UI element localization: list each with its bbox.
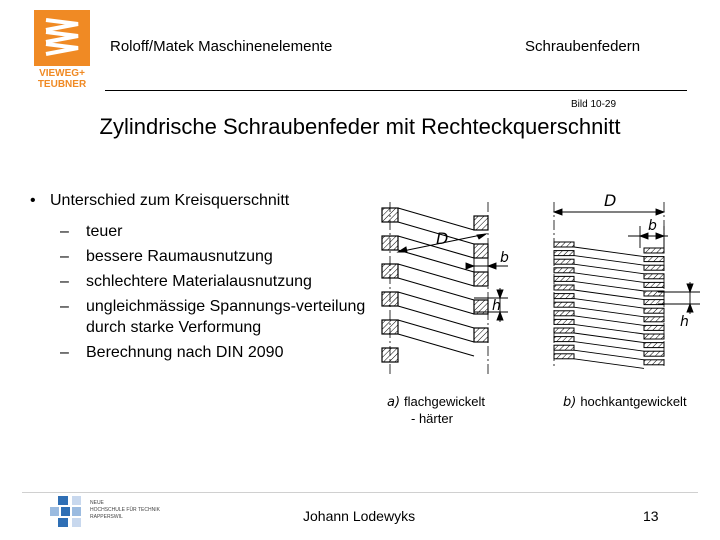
- caption-a-text: flachgewickelt: [404, 394, 485, 409]
- figure-number: Bild 10-29: [571, 99, 617, 110]
- bullet-text: Unterschied zum Kreisquerschnitt: [50, 192, 290, 209]
- slide-title: Zylindrische Schraubenfeder mit Rechteckquerschnitt: [99, 114, 621, 139]
- coil-section-right: [644, 325, 664, 330]
- coil-section-right: [644, 274, 664, 279]
- label-b-edge: b: [648, 218, 657, 234]
- coil-section-left: [382, 236, 398, 250]
- label-b-flat: b: [500, 250, 509, 266]
- coil-section-left: [554, 251, 574, 256]
- hsr-line1: NEUE: [90, 500, 104, 506]
- coil-section-right: [474, 244, 488, 258]
- coil-section-left: [554, 328, 574, 333]
- coil-line: [574, 350, 644, 360]
- coil-section-right: [644, 265, 664, 270]
- caption-a-label: a): [387, 395, 401, 410]
- coil-section-left: [554, 302, 574, 307]
- coil-line: [574, 281, 644, 291]
- list-item: – bessere Raumausnutzung: [60, 248, 273, 265]
- coil-line: [574, 359, 644, 369]
- label-h-edge: h: [680, 314, 689, 330]
- list-item: – schlechtere Materialausnutzung: [60, 273, 312, 290]
- coil-section-left: [554, 268, 574, 273]
- coil-section-left: [554, 337, 574, 342]
- coil-section-right: [644, 257, 664, 262]
- caption-b: [563, 394, 687, 410]
- coil-line: [574, 256, 644, 266]
- coil-section-right: [644, 334, 664, 339]
- coil-line: [574, 316, 644, 326]
- coil-section-right: [474, 272, 488, 286]
- hsr-line3: RAPPERSWIL: [90, 514, 123, 520]
- bullet-dot: •: [30, 192, 36, 209]
- coil-section-left: [554, 319, 574, 324]
- coil-line: [574, 247, 644, 257]
- list-item: – teuer: [60, 223, 123, 240]
- logo-text-line2: TEUBNER: [37, 79, 87, 90]
- label-d-flat: D: [436, 229, 449, 248]
- label-h-flat: h: [492, 298, 501, 314]
- coil-section-left: [382, 348, 398, 362]
- footer-author: Johann Lodewyks: [303, 508, 416, 524]
- coil-line: [574, 264, 644, 274]
- coil-line: [398, 278, 474, 300]
- coil-line: [398, 306, 474, 328]
- coil-line: [398, 292, 474, 314]
- coil-section-right: [644, 308, 664, 313]
- hsr-line2: HOCHSCHULE FÜR TECHNIK: [90, 507, 160, 513]
- coil-section-left: [554, 311, 574, 316]
- coil-section-left: [382, 292, 398, 306]
- coil-section-left: [554, 242, 574, 247]
- sub-list: [60, 219, 366, 365]
- coil-line: [574, 333, 644, 343]
- coil-line: [398, 264, 474, 286]
- header-book-title: Roloff/Matek Maschinenelemente: [110, 38, 333, 55]
- label-d-edge: D: [604, 191, 617, 210]
- list-item: – Berechnung nach DIN 2090: [60, 344, 284, 361]
- caption-b-label: b): [563, 395, 577, 410]
- coil-section-left: [554, 345, 574, 350]
- header-divider: [105, 90, 687, 91]
- coil-line: [574, 299, 644, 309]
- coil-line: [398, 250, 474, 272]
- coil-section-left: [554, 259, 574, 264]
- coil-line: [574, 324, 644, 334]
- coil-section-right: [644, 343, 664, 348]
- coil-section-left: [382, 320, 398, 334]
- coil-section-right: [644, 360, 664, 365]
- list-item: – ungleichmässige Spannungs-verteilung durch starke Verformung: [60, 298, 366, 336]
- coil-line: [398, 320, 474, 342]
- logo-text-line1: VIEWEG+: [39, 68, 85, 79]
- caption-a-note: - härter: [411, 411, 453, 426]
- caption-a: [387, 394, 485, 410]
- coil-section-right: [644, 351, 664, 356]
- coil-line: [398, 208, 474, 230]
- vieweg-teubner-logo: [34, 10, 90, 90]
- coil-line: [574, 342, 644, 352]
- hsr-cross-icon: [50, 496, 81, 527]
- coil-section-right: [474, 216, 488, 230]
- coil-section-right: [644, 317, 664, 322]
- coil-section-left: [554, 354, 574, 359]
- page-number: 13: [643, 508, 659, 524]
- coil-section-right: [474, 328, 488, 342]
- coil-line: [574, 273, 644, 283]
- caption-b-text: hochkantgewickelt: [580, 394, 687, 409]
- footer-divider: [22, 492, 698, 493]
- coil-line: [574, 290, 644, 300]
- bullet-item: [30, 192, 289, 210]
- coil-section-left: [554, 276, 574, 281]
- header-chapter-title: Schraubenfedern: [525, 38, 641, 55]
- coil-section-left: [382, 208, 398, 222]
- coil-line: [574, 307, 644, 317]
- coil-section-left: [554, 285, 574, 290]
- coil-section-left: [382, 264, 398, 278]
- coil-section-left: [554, 294, 574, 299]
- coil-line: [398, 334, 474, 356]
- hsr-logo: [50, 496, 180, 530]
- coil-section-right: [644, 248, 664, 253]
- coil-section-right: [644, 282, 664, 287]
